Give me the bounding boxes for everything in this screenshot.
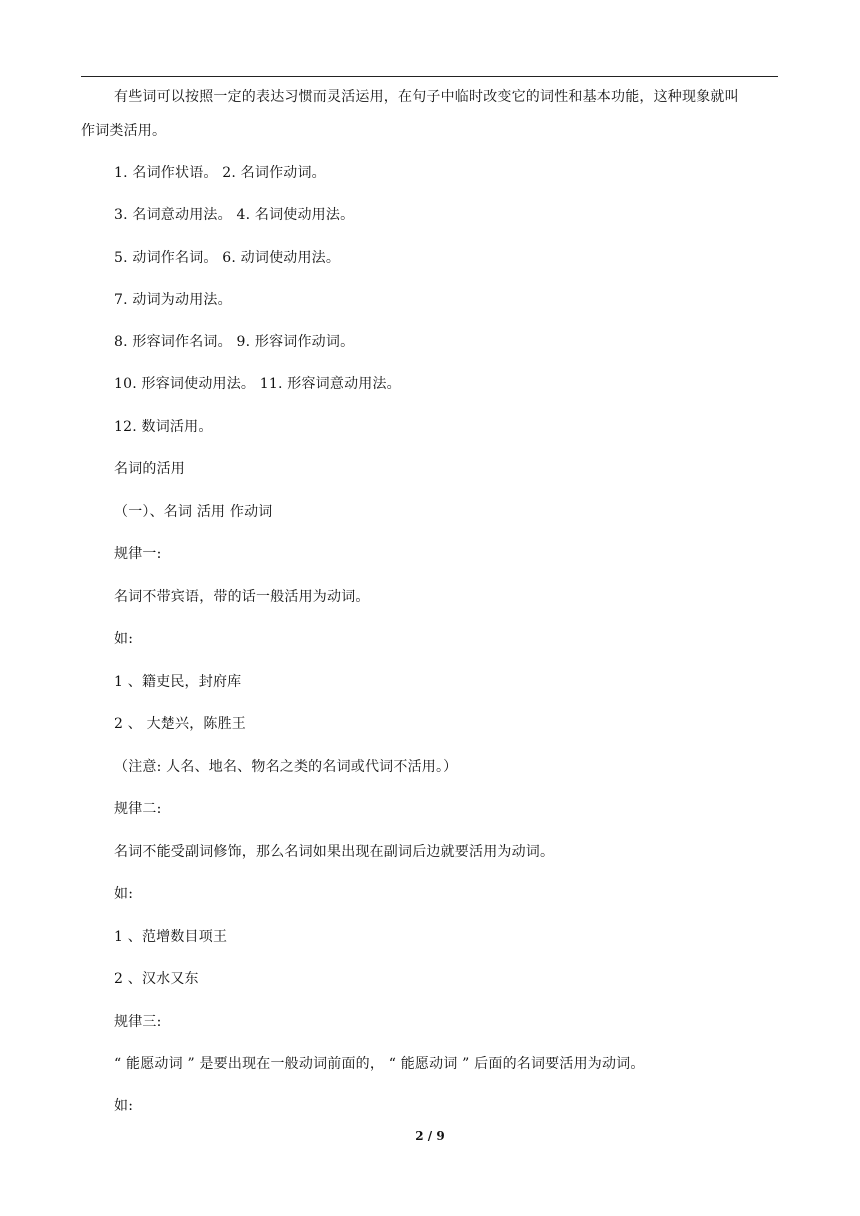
rule-1-description: 名词不带宾语，带的话一般活用为动词。 (114, 589, 370, 605)
category-list-item: 3. 名词意动用法。 4. 名词使动用法。 (114, 207, 355, 223)
intro-paragraph-line-1: 有些词可以按照一定的表达习惯而灵活运用，在句子中临时改变它的词性和基本功能，这种现象就叫 (114, 89, 739, 105)
rule-3-title: 规律三: (114, 1014, 162, 1030)
rule-1-title: 规律一: (114, 546, 162, 562)
category-list-item: 1. 名词作状语。 2. 名词作动词。 (114, 165, 326, 181)
rule-1-example-label: 如: (114, 631, 134, 647)
category-list-item: 12. 数词活用。 (114, 419, 213, 435)
rule-1-example-1: 1 、籍吏民，封府库 (114, 674, 242, 690)
category-list-item: 5. 动词作名词。 6. 动词使动用法。 (114, 250, 341, 266)
rule-2-example-1: 1 、范增数目项王 (114, 929, 228, 945)
rule-2-description: 名词不能受副词修饰，那么名词如果出现在副词后边就要活用为动词。 (114, 844, 555, 860)
category-list-item: 8. 形容词作名词。 9. 形容词作动词。 (114, 334, 355, 350)
page-number: 2 / 9 (415, 1129, 445, 1143)
section-heading: 名词的活用 (114, 461, 185, 477)
rule-3-example-label: 如: (114, 1098, 134, 1114)
rule-1-note: （注意: 人名、地名、物名之类的名词或代词不活用。） (114, 759, 458, 775)
category-list-item: 7. 动词为动用法。 (114, 292, 232, 308)
rule-2-example-2: 2 、汉水又东 (114, 971, 199, 987)
rule-3-description: “ 能愿动词 ” 是要出现在一般动词前面的， “ 能愿动词 ” 后面的名词要活用为动词。 (114, 1056, 645, 1072)
category-list-item: 10. 形容词使动用法。 11. 形容词意动用法。 (114, 376, 401, 392)
intro-paragraph-line-2: 作词类活用。 (81, 123, 167, 139)
subsection-heading: （一）、名词 活用 作动词 (114, 504, 273, 520)
rule-2-example-label: 如: (114, 886, 134, 902)
rule-2-title: 规律二: (114, 801, 162, 817)
header-rule (81, 76, 778, 77)
rule-1-example-2: 2 、 大楚兴，陈胜王 (114, 716, 247, 732)
